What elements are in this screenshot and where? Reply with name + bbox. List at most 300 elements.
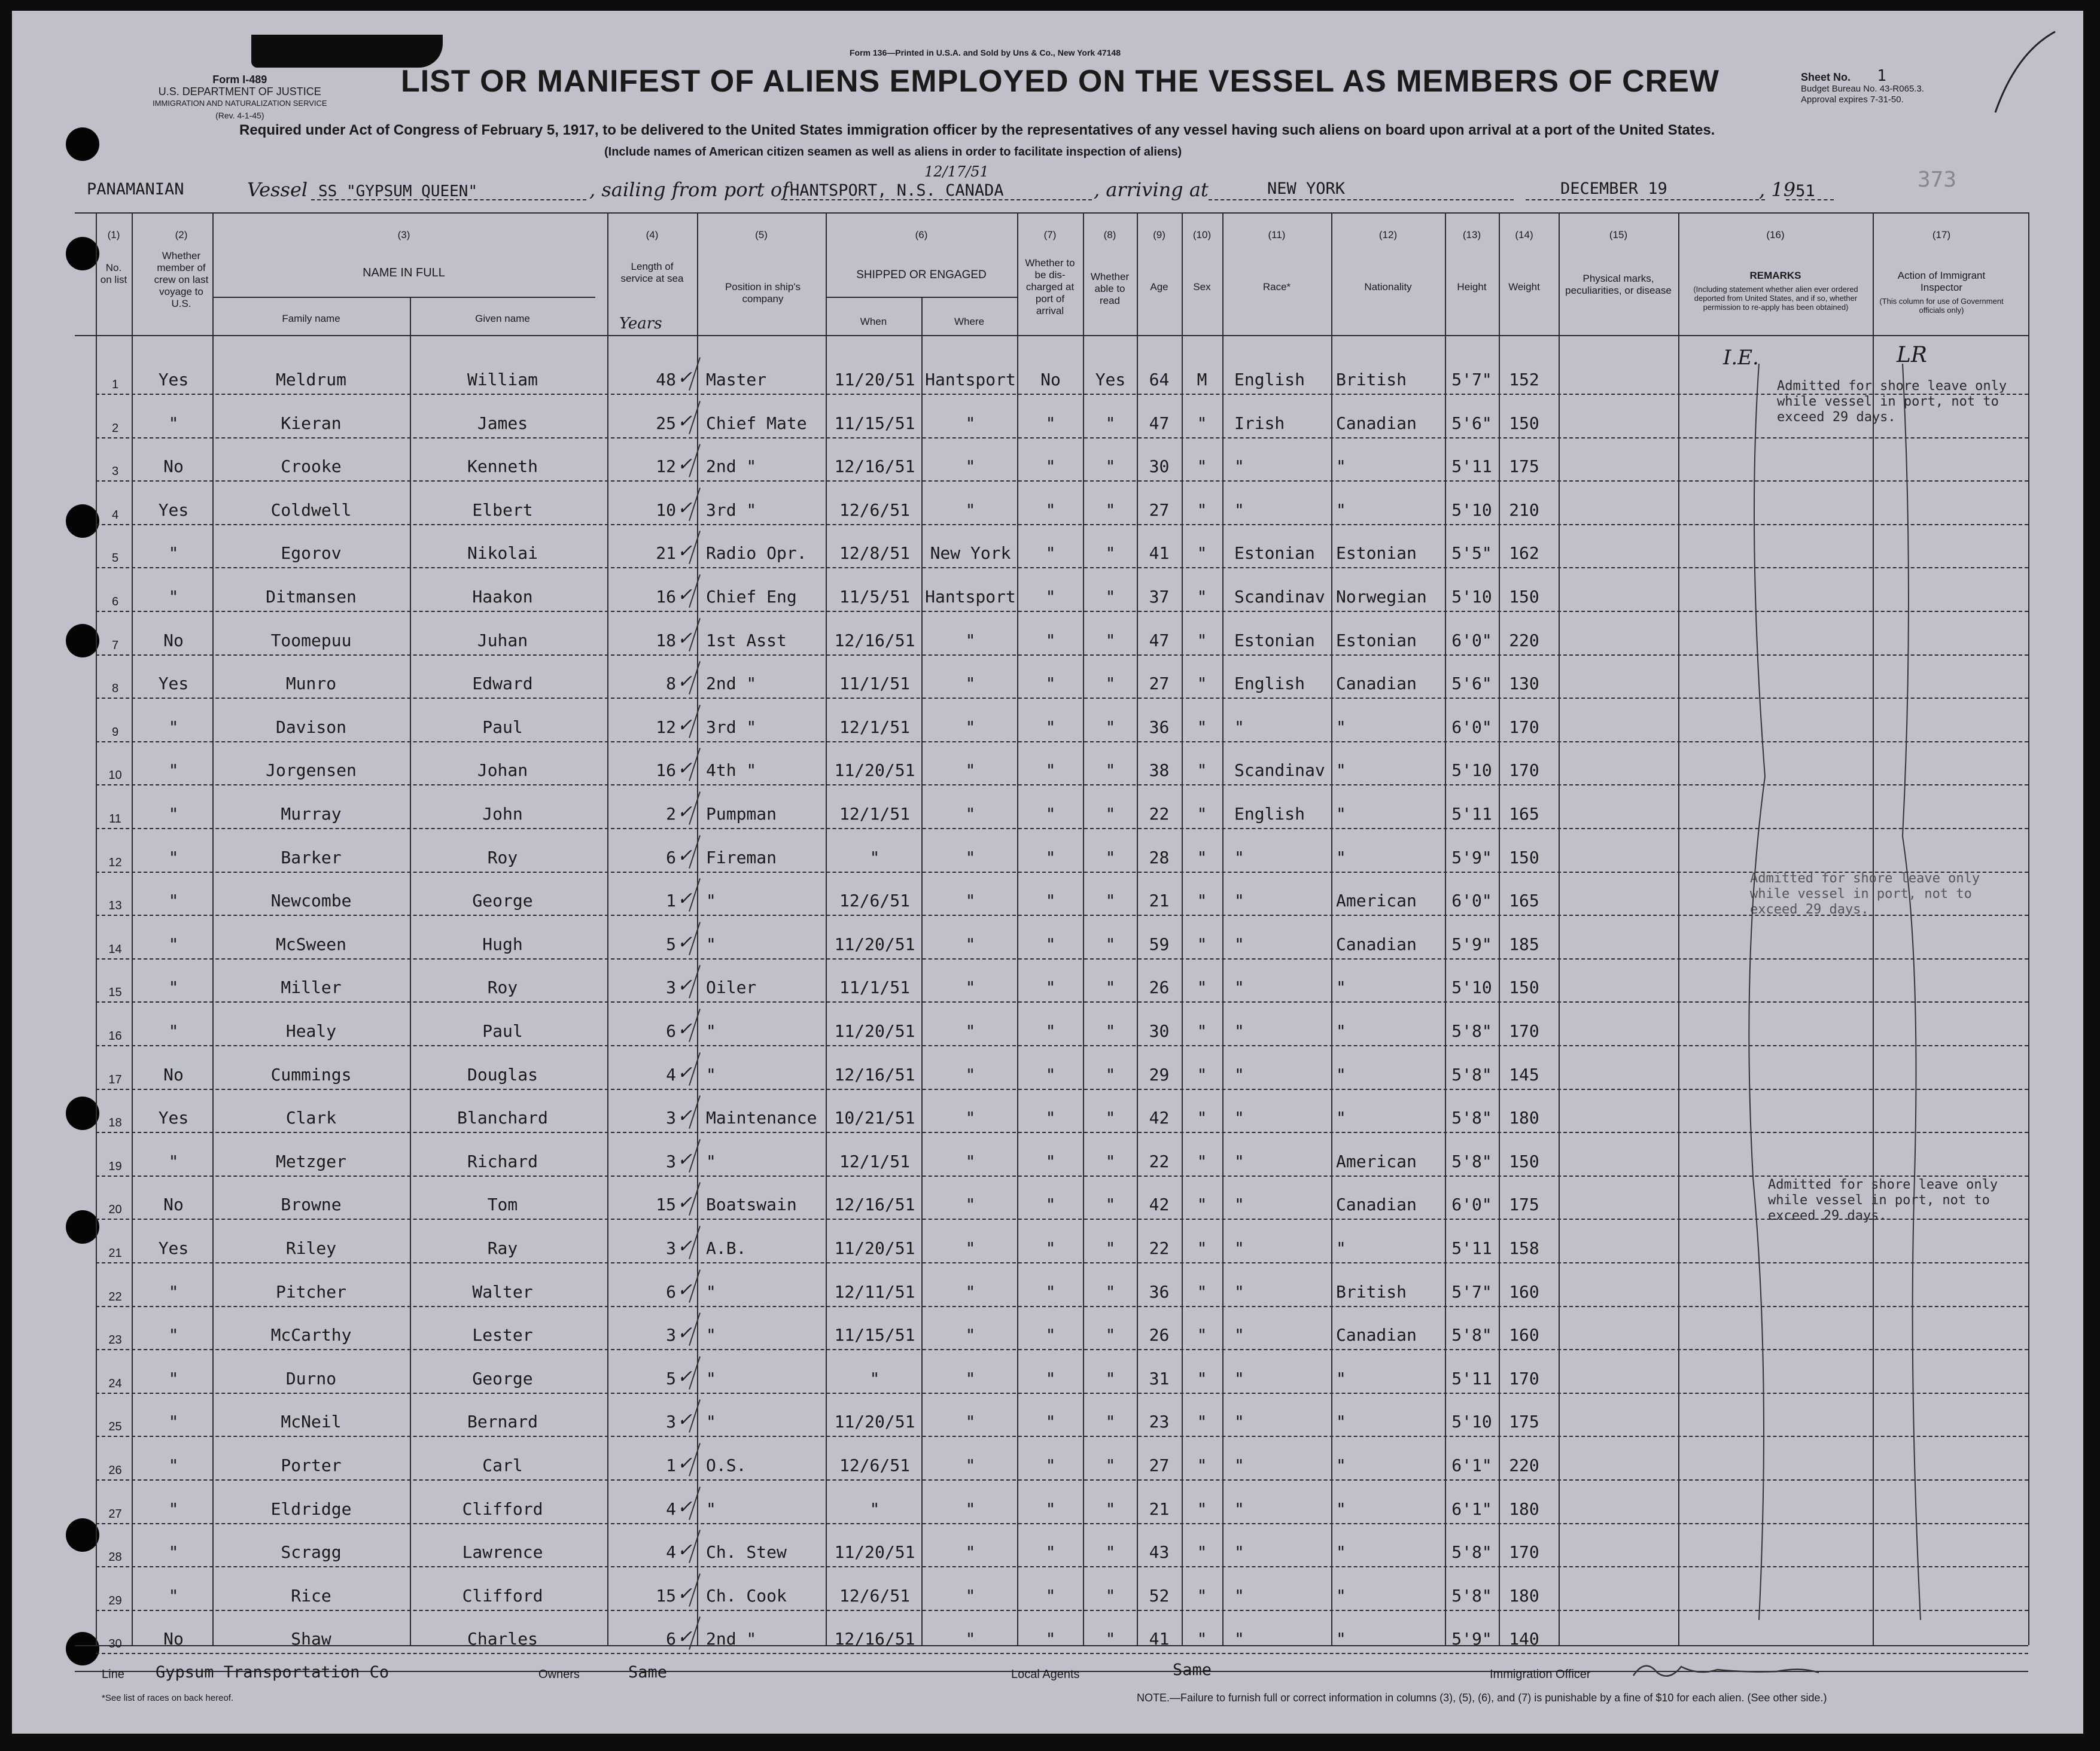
row-number: 24 <box>108 1377 122 1390</box>
row-number: 30 <box>108 1637 122 1651</box>
age-cell: 22 <box>1149 1151 1170 1171</box>
punch-hole <box>66 1097 99 1130</box>
sex-cell: " <box>1197 1542 1207 1563</box>
last-voyage-cell: " <box>168 587 179 607</box>
height-cell: 6'0" <box>1451 630 1492 650</box>
height-cell: 5'6" <box>1451 674 1492 694</box>
nationality-cell: Estonian <box>1336 543 1417 564</box>
check-tick-icon: ✓ <box>677 541 693 562</box>
discharged-cell: " <box>1045 1629 1056 1649</box>
form-id-block <box>153 74 327 121</box>
shipped-when-cell: 11/20/51 <box>834 934 915 954</box>
position-cell: Ch. Cook <box>706 1585 787 1606</box>
shipped-when-cell: " <box>869 1368 880 1388</box>
row-number: 14 <box>108 942 122 956</box>
shipped-when-cell: 11/20/51 <box>834 1412 915 1432</box>
nationality-cell: " <box>1336 1629 1346 1649</box>
discharged-cell: " <box>1045 413 1056 433</box>
nationality-cell: British <box>1336 370 1407 389</box>
able-to-read-cell: " <box>1105 934 1116 954</box>
col-num-8: (8) <box>1103 229 1116 240</box>
shipped-when-cell: 11/20/51 <box>834 1238 915 1258</box>
shipped-where-cell: " <box>965 630 976 650</box>
last-voyage-cell: " <box>168 1499 179 1519</box>
age-cell: 26 <box>1149 1325 1170 1345</box>
position-cell: A.B. <box>706 1238 747 1258</box>
height-cell: 5'8" <box>1451 1108 1492 1128</box>
last-voyage-cell: " <box>168 804 179 824</box>
approval-expires: Approval expires 7-31-50. <box>1801 95 1904 105</box>
height-cell: 5'10 <box>1451 500 1492 520</box>
weight-cell: 130 <box>1509 674 1539 694</box>
check-tick-icon: ✓ <box>677 454 693 476</box>
age-cell: 42 <box>1149 1108 1170 1128</box>
weight-cell: 170 <box>1509 1542 1539 1563</box>
col-header-discharged: Whether to be dis-charged at port of arrival <box>1025 257 1075 316</box>
row-number: 12 <box>108 855 122 869</box>
age-cell: 52 <box>1149 1585 1170 1606</box>
check-tick-icon: ✓ <box>677 845 693 866</box>
nationality-cell: Canadian <box>1336 934 1417 954</box>
shipped-when-cell: 11/20/51 <box>834 760 915 781</box>
race-cell: " <box>1234 1021 1244 1041</box>
given-name-cell: Juhan <box>477 630 528 650</box>
height-cell: 5'11 <box>1451 1238 1492 1258</box>
height-cell: 5'8" <box>1451 1064 1492 1085</box>
able-to-read-cell: " <box>1105 456 1116 477</box>
height-cell: 5'9" <box>1451 934 1492 954</box>
shipped-where-cell: " <box>965 1151 976 1171</box>
nationality-cell: " <box>1336 456 1346 477</box>
position-cell: 2nd " <box>706 456 757 477</box>
given-name-cell: Kenneth <box>467 456 538 477</box>
able-to-read-cell: " <box>1105 977 1116 998</box>
able-to-read-cell: " <box>1105 891 1116 911</box>
shipped-where-cell: " <box>965 1064 976 1085</box>
shipped-where-cell: " <box>965 500 976 520</box>
shipped-when-cell: " <box>869 1499 880 1519</box>
weight-cell: 150 <box>1509 413 1539 433</box>
vessel-label: Vessel <box>247 178 308 201</box>
weight-cell: 150 <box>1509 587 1539 607</box>
row-number: 1 <box>111 378 119 391</box>
col-num-5: (5) <box>755 229 768 240</box>
shipped-where-cell: " <box>965 1281 976 1302</box>
height-cell: 6'0" <box>1451 717 1492 737</box>
nationality-cell: " <box>1336 1021 1346 1041</box>
discharged-cell: " <box>1045 1368 1056 1388</box>
service-years-cell: 3 <box>666 1238 676 1258</box>
height-cell: 6'0" <box>1451 1195 1492 1215</box>
position-cell: " <box>706 934 716 954</box>
age-cell: 22 <box>1149 804 1170 824</box>
shipped-when-cell: 12/8/51 <box>839 543 910 564</box>
row-number: 5 <box>111 552 119 565</box>
given-name-cell: Douglas <box>467 1064 538 1085</box>
punch-hole <box>66 624 99 657</box>
position-cell: Oiler <box>706 977 757 998</box>
shipped-when-cell: 11/1/51 <box>839 977 910 998</box>
race-cell: " <box>1234 456 1244 477</box>
service-years-cell: 5 <box>666 1368 676 1388</box>
able-to-read-cell: Yes <box>1095 370 1126 389</box>
weight-cell: 160 <box>1509 1281 1539 1302</box>
page-title: LIST OR MANIFEST OF ALIENS EMPLOYED ON THE VESSEL AS MEMBERS OF CREW <box>401 64 1719 99</box>
nationality-cell: Canadian <box>1336 674 1417 694</box>
height-cell: 5'10 <box>1451 760 1492 781</box>
able-to-read-cell: " <box>1105 1499 1116 1519</box>
family-name-cell: McCarthy <box>270 1325 352 1345</box>
discharged-cell: " <box>1045 1455 1056 1475</box>
discharged-cell: " <box>1045 1325 1056 1345</box>
officer-signature <box>1627 1655 1825 1685</box>
check-tick-icon: ✓ <box>677 497 693 519</box>
given-name-cell: Hugh <box>482 934 523 954</box>
shipped-when-cell: 12/1/51 <box>839 804 910 824</box>
given-name-cell: Haakon <box>472 587 533 607</box>
shipped-where-cell: " <box>965 717 976 737</box>
check-mark <box>1992 29 2058 118</box>
col-header-years: Years <box>619 315 662 333</box>
arrival-year: 51 <box>1795 182 1815 200</box>
position-cell: 3rd " <box>706 500 757 520</box>
shipped-when-cell: 11/15/51 <box>834 1325 915 1345</box>
manifest-sheet <box>12 11 2083 1734</box>
discharged-cell: " <box>1045 891 1056 911</box>
table-column-rule <box>132 212 133 1645</box>
weight-cell: 140 <box>1509 1629 1539 1649</box>
shipped-where-cell: " <box>965 760 976 781</box>
check-tick-icon: ✓ <box>677 1149 693 1170</box>
sex-cell: " <box>1197 1325 1207 1345</box>
able-to-read-cell: " <box>1105 1542 1116 1563</box>
sex-cell: " <box>1197 674 1207 694</box>
given-name-cell: Clifford <box>462 1499 543 1519</box>
height-cell: 5'7" <box>1451 1281 1492 1302</box>
nationality-cell: " <box>1336 1585 1346 1606</box>
shipped-when-cell: 12/16/51 <box>834 1064 915 1085</box>
position-cell: " <box>706 1021 716 1041</box>
able-to-read-cell: " <box>1105 1368 1116 1388</box>
service-years-cell: 3 <box>666 1412 676 1432</box>
given-name-cell: Lester <box>472 1325 533 1345</box>
col-header-remarks: REMARKS <box>1749 270 1801 281</box>
age-cell: 26 <box>1149 977 1170 998</box>
nationality-cell: " <box>1336 500 1346 520</box>
family-name-cell: Durno <box>285 1368 337 1388</box>
col-header-when: When <box>860 316 887 327</box>
torn-corner <box>251 35 443 68</box>
height-cell: 5'10 <box>1451 977 1492 998</box>
table-column-rule <box>1559 212 1560 1645</box>
weight-cell: 175 <box>1509 1195 1539 1215</box>
service-years-cell: 10 <box>656 500 676 520</box>
col-num-6: (6) <box>915 229 928 240</box>
last-voyage-cell: " <box>168 977 179 998</box>
age-cell: 36 <box>1149 1281 1170 1302</box>
sex-cell: " <box>1197 456 1207 477</box>
table-column-rule <box>410 297 411 1645</box>
discharged-cell: " <box>1045 1064 1056 1085</box>
col-header-read: Whether able to read <box>1090 271 1130 306</box>
last-voyage-cell: " <box>168 1542 179 1563</box>
year-prefix-text: , 19 <box>1759 178 1796 201</box>
weight-cell: 180 <box>1509 1108 1539 1128</box>
able-to-read-cell: " <box>1105 413 1116 433</box>
weight-cell: 150 <box>1509 1151 1539 1171</box>
family-name-cell: Miller <box>281 977 342 998</box>
nationality-cell: Canadian <box>1336 1325 1417 1345</box>
col-header-remarks-sub: (Including statement whether alien ever ordered deported from United States, and if so, whether permission to re-apply has been obtained) <box>1693 285 1858 312</box>
service-years-cell: 3 <box>666 1151 676 1171</box>
fine-note: NOTE.—Failure to furnish full or correct information in columns (3), (5), (6), and (7) is punishable by a fine of $10 for each alien. (See other side.) <box>1137 1692 1827 1704</box>
service-years-cell: 25 <box>656 413 676 433</box>
position-cell: " <box>706 1412 716 1432</box>
check-tick-icon: ✓ <box>677 1236 693 1257</box>
check-tick-icon: ✓ <box>677 1540 693 1561</box>
weight-cell: 162 <box>1509 543 1539 564</box>
shipped-where-cell: " <box>965 1238 976 1258</box>
given-name-cell: Bernard <box>467 1412 538 1432</box>
officer-label: Immigration Officer <box>1490 1668 1591 1681</box>
race-cell: " <box>1234 1368 1244 1388</box>
row-number: 22 <box>108 1290 122 1304</box>
able-to-read-cell: " <box>1105 543 1116 564</box>
col-header-where: Where <box>954 316 985 327</box>
nationality-cell: " <box>1336 804 1346 824</box>
race-cell: Estonian <box>1234 543 1315 564</box>
shipped-when-cell: 11/20/51 <box>834 370 915 389</box>
sex-cell: M <box>1197 370 1207 389</box>
weight-cell: 152 <box>1509 370 1539 389</box>
col-header-no: No. on list <box>100 262 127 285</box>
service-years-cell: 3 <box>666 1325 676 1345</box>
given-name-cell: Roy <box>487 977 518 998</box>
weight-cell: 170 <box>1509 1021 1539 1041</box>
discharged-cell: " <box>1045 1585 1056 1606</box>
discharged-cell: " <box>1045 847 1056 867</box>
last-voyage-cell: " <box>168 1325 179 1345</box>
row-number: 6 <box>111 595 119 608</box>
weight-cell: 175 <box>1509 1412 1539 1432</box>
weight-cell: 158 <box>1509 1238 1539 1258</box>
service-years-cell: 5 <box>666 934 676 954</box>
race-cell: Scandinav <box>1234 587 1325 607</box>
discharged-cell: " <box>1045 543 1056 564</box>
height-cell: 5'8" <box>1451 1151 1492 1171</box>
discharged-cell: " <box>1045 674 1056 694</box>
service-years-cell: 2 <box>666 804 676 824</box>
race-cell: Irish <box>1234 413 1285 433</box>
position-cell: Chief Mate <box>706 413 807 433</box>
race-cell: " <box>1234 934 1244 954</box>
able-to-read-cell: " <box>1105 500 1116 520</box>
sheet-label: Sheet No. <box>1801 71 1851 83</box>
age-cell: 30 <box>1149 1021 1170 1041</box>
sex-cell: " <box>1197 1585 1207 1606</box>
service-years-cell: 48 <box>656 370 676 389</box>
family-name-cell: Meldrum <box>275 370 346 389</box>
given-name-cell: George <box>472 891 533 911</box>
sex-cell: " <box>1197 1108 1207 1128</box>
nationality-cell: " <box>1336 1108 1346 1128</box>
family-name-cell: Porter <box>281 1455 342 1475</box>
last-voyage-cell: Yes <box>158 500 189 520</box>
shipped-where-cell: New York <box>930 543 1011 564</box>
last-voyage-cell: No <box>163 1064 184 1085</box>
check-tick-icon: ✓ <box>677 1453 693 1474</box>
age-cell: 21 <box>1149 1499 1170 1519</box>
position-cell: 2nd " <box>706 1629 757 1649</box>
col-header-age: Age <box>1150 281 1168 293</box>
given-name-cell: Nikolai <box>467 543 538 564</box>
last-voyage-cell: Yes <box>158 1108 189 1128</box>
nationality-cell: " <box>1336 1455 1346 1475</box>
able-to-read-cell: " <box>1105 717 1116 737</box>
row-number: 10 <box>108 769 122 782</box>
printer-line: Form 136—Printed in U.S.A. and Sold by Uns & Co., New York 47148 <box>850 48 1121 57</box>
line-value: Gypsum Transportation Co <box>156 1663 389 1682</box>
position-cell: " <box>706 1368 716 1388</box>
col-header-action-sub: (This column for use of Government officials only) <box>1879 297 2004 315</box>
col-header-race: Race* <box>1262 281 1291 293</box>
age-cell: 41 <box>1149 1629 1170 1649</box>
height-cell: 5'8" <box>1451 1325 1492 1345</box>
given-name-cell: George <box>472 1368 533 1388</box>
family-name-cell: Coldwell <box>270 500 352 520</box>
family-name-cell: Shaw <box>291 1629 331 1649</box>
able-to-read-cell: " <box>1105 1021 1116 1041</box>
age-cell: 21 <box>1149 891 1170 911</box>
shipped-where-cell: " <box>965 413 976 433</box>
last-voyage-cell: " <box>168 847 179 867</box>
col-header-family: Family name <box>282 313 340 324</box>
sex-cell: " <box>1197 500 1207 520</box>
shipped-when-cell: 12/6/51 <box>839 891 910 911</box>
family-name-cell: Pitcher <box>275 1281 346 1302</box>
shipped-when-cell: 12/16/51 <box>834 1195 915 1215</box>
position-cell: Boatswain <box>706 1195 797 1215</box>
discharged-cell: " <box>1045 717 1056 737</box>
weight-cell: 185 <box>1509 934 1539 954</box>
given-name-cell: Elbert <box>472 500 533 520</box>
sex-cell: " <box>1197 804 1207 824</box>
sex-cell: " <box>1197 1368 1207 1388</box>
weight-cell: 210 <box>1509 500 1539 520</box>
act-subtitle-2: (Include names of American citizen seamen as well as aliens in order to facilitate inspection of aliens) <box>604 145 1182 159</box>
service-years-cell: 6 <box>666 1281 676 1302</box>
discharged-cell: " <box>1045 1021 1056 1041</box>
row-number: 16 <box>108 1030 122 1043</box>
family-name-cell: Riley <box>285 1238 337 1258</box>
punch-hole <box>66 127 99 161</box>
height-cell: 5'10 <box>1451 1412 1492 1432</box>
last-voyage-cell: " <box>168 413 179 433</box>
service-years-cell: 3 <box>666 1108 676 1128</box>
shipped-where-cell: " <box>965 1368 976 1388</box>
shipped-where-cell: " <box>965 1108 976 1128</box>
position-cell: 1st Asst <box>706 630 787 650</box>
weight-cell: 175 <box>1509 456 1539 477</box>
check-tick-icon: ✓ <box>677 1019 693 1040</box>
name-subheader-rule <box>212 297 595 298</box>
col-num-1: (1) <box>107 229 120 240</box>
height-cell: 5'11 <box>1451 1368 1492 1388</box>
able-to-read-cell: " <box>1105 1629 1116 1649</box>
age-cell: 47 <box>1149 413 1170 433</box>
row-number: 11 <box>109 812 121 826</box>
col-header-weight: Weight <box>1508 281 1540 293</box>
height-cell: 5'11 <box>1451 804 1492 824</box>
age-cell: 22 <box>1149 1238 1170 1258</box>
service-years-cell: 12 <box>656 717 676 737</box>
vessel-name: SS "GYPSUM QUEEN" <box>318 182 478 200</box>
sex-cell: " <box>1197 1021 1207 1041</box>
check-tick-icon: ✓ <box>677 714 693 736</box>
check-tick-icon: ✓ <box>677 758 693 779</box>
height-cell: 5'6" <box>1451 413 1492 433</box>
last-voyage-cell: Yes <box>158 1238 189 1258</box>
revision: (Rev. 4-1-45) <box>215 111 264 120</box>
col-header-service: Length of service at sea <box>620 261 684 284</box>
shipped-when-cell: " <box>869 847 880 867</box>
family-name-cell: Clark <box>285 1108 337 1128</box>
shipped-when-cell: 11/20/51 <box>834 1542 915 1563</box>
arrival-date: DECEMBER 19 <box>1560 179 1667 198</box>
able-to-read-cell: " <box>1105 674 1116 694</box>
shipped-when-cell: 12/11/51 <box>834 1281 915 1302</box>
remarks-bracket-lines <box>1723 358 1962 1638</box>
race-cell: Scandinav <box>1234 760 1325 781</box>
remark-mark-1: I.E. <box>1723 346 1759 370</box>
last-voyage-cell: " <box>168 1585 179 1606</box>
shipped-when-cell: 12/16/51 <box>834 1629 915 1649</box>
weight-cell: 180 <box>1509 1585 1539 1606</box>
shipped-when-cell: 12/6/51 <box>839 1455 910 1475</box>
weight-cell: 150 <box>1509 977 1539 998</box>
age-cell: 37 <box>1149 587 1170 607</box>
given-name-cell: Carl <box>482 1455 523 1475</box>
last-voyage-cell: " <box>168 891 179 911</box>
given-name-cell: Tom <box>487 1195 518 1215</box>
check-tick-icon: ✓ <box>677 888 693 910</box>
service-years-cell: 16 <box>656 587 676 607</box>
discharged-cell: " <box>1045 500 1056 520</box>
nationality-cell: British <box>1336 1281 1407 1302</box>
shipped-when-cell: 12/16/51 <box>834 630 915 650</box>
sex-cell: " <box>1197 891 1207 911</box>
discharged-cell: " <box>1045 1499 1056 1519</box>
family-name-cell: Kieran <box>281 413 342 433</box>
age-cell: 41 <box>1149 543 1170 564</box>
able-to-read-cell: " <box>1105 804 1116 824</box>
shipped-when-cell: 12/16/51 <box>834 456 915 477</box>
weight-cell: 170 <box>1509 760 1539 781</box>
row-number: 23 <box>108 1333 122 1347</box>
family-name-cell: Munro <box>285 674 337 694</box>
shipped-where-cell: " <box>965 1542 976 1563</box>
last-voyage-cell: " <box>168 717 179 737</box>
position-cell: Fireman <box>706 847 777 867</box>
height-cell: 6'0" <box>1451 891 1492 911</box>
shore-leave-stamp-3-text: Admitted for shore leave only while vessel in port, not to exceed 29 days. <box>1768 1177 1998 1223</box>
nationality-cell: " <box>1336 1368 1346 1388</box>
last-voyage-cell: Yes <box>158 674 189 694</box>
last-voyage-cell: " <box>168 1281 179 1302</box>
height-cell: 5'8" <box>1451 1542 1492 1563</box>
table-column-rule <box>1678 212 1679 1645</box>
position-cell: Ch. Stew <box>706 1542 787 1563</box>
